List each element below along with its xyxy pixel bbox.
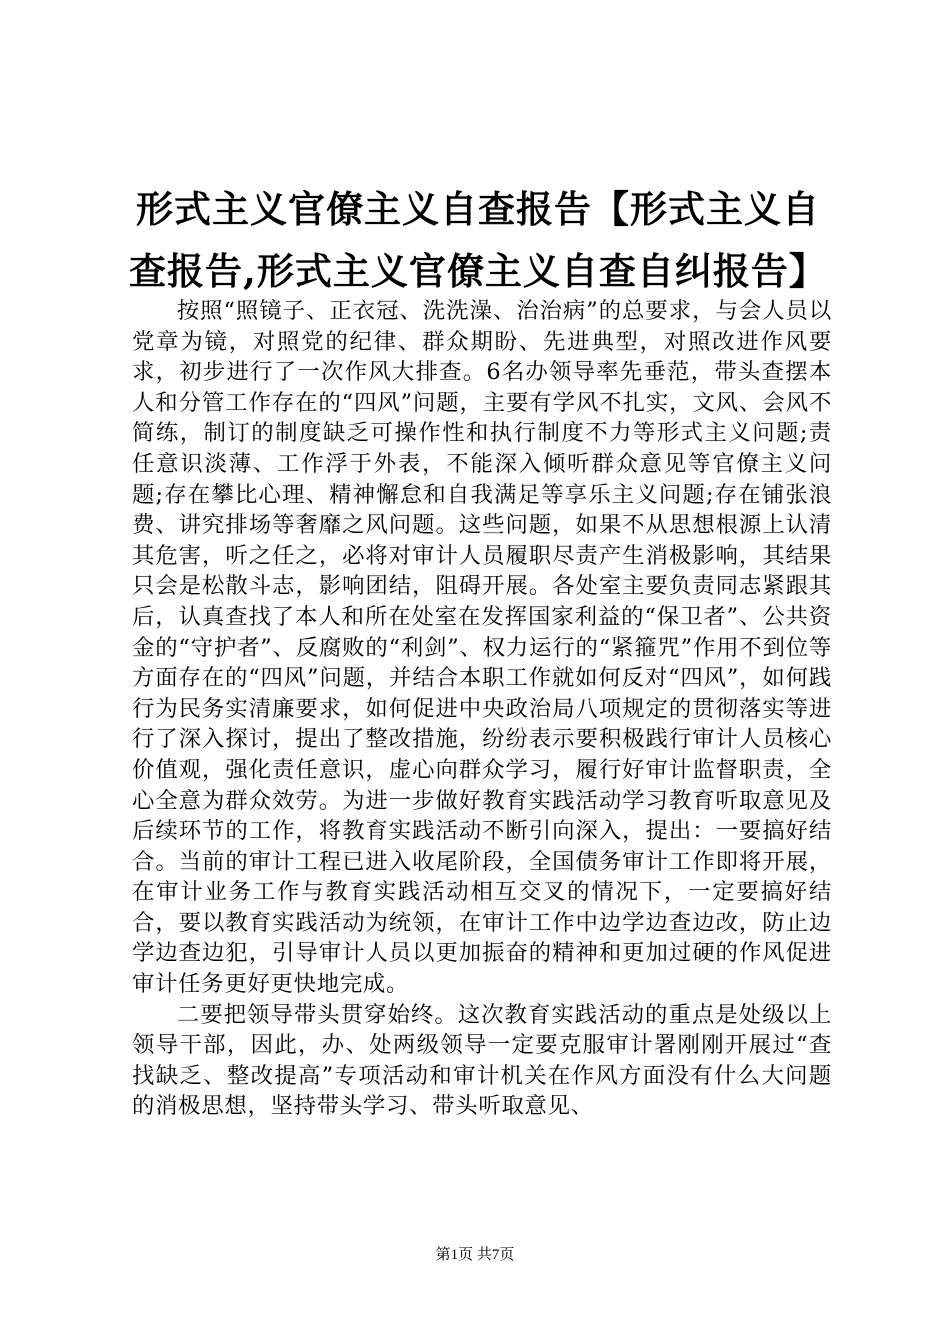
document-title: 形式主义官僚主义自查报告【形式主义自查报告,形式主义官僚主义自查自纠报告】 <box>129 187 827 293</box>
page-number: 第1页 共7页 <box>435 1247 515 1263</box>
document-body <box>132 296 832 1122</box>
paragraph: 二要把领导带头贯穿始终。这次教育实践活动的重点是处级以上领导干部，因此，办、处两级领导一定要克服审计署刚刚开展过“查找缺乏、整改提高”专项活动和审计机关在作风方面没有什么大问题的消极思想，坚持带头学习、带头听取意见、 <box>132 1001 832 1120</box>
paragraph: 按照“照镜子、正衣冠、洗洗澡、治治病”的总要求，与会人员以党章为镜，对照党的纪律、群众期盼、先进典型，对照改进作风要求，初步进行了一次作风大排查。6名办领导率先垂范，带头查摆本人和分管工作存在的“四风”问题，主要有学风不扎实，文风、会风不简练，制订的制度缺乏可操作性和执行制度不力等形式主义问题;责任意识淡薄、工作浮于外表，不能深入倾听群众意见等官僚主义问题;存在攀比心理、精神懈怠和自我满足等享乐主义问题;存在铺张浪费、讲究排场等奢靡之风问题。这些问题，如果不从思想根源上认清其危害，听之任之，必将对审计人员履职尽责产生消极影响，其结果只会是松散斗志，影响团结，阻碍开展。各处室主要负责同志紧跟其后，认真查找了本人和所在处室在发挥国家利益的“保卫者”、公共资金的“守护者”、反腐败的“利剑”、权力运行的“紧箍咒”作用不到位等方面存在的“四风”问题，并结合本职工作就如何反对“四风”，如何践行为民务实清廉要求，如何促进中央政治局八项规定的贯彻落实等进行了深入探讨，提出了整改措施，纷纷表示要积极践行审计人员核心价值观，强化责任意识，虚心向群众学习，履行好审计监督职责，全心全意为群众效劳。为进一步做好教育实践活动学习教育听取意见及后续环节的工作，将教育实践活动不断引向深入，提出：一要搞好结合。当前的审计工程已进入收尾阶段，全国债务审计工作即将开展，在审计业务工作与教育实践活动相互交叉的情况下，一定要搞好结合，要以教育实践活动为统领，在审计工作中边学边查边改，防止边学边查边犯，引导审计人员以更加振奋的精神和更加过硬的作风促进审计任务更好更快地完成。 <box>132 298 832 998</box>
